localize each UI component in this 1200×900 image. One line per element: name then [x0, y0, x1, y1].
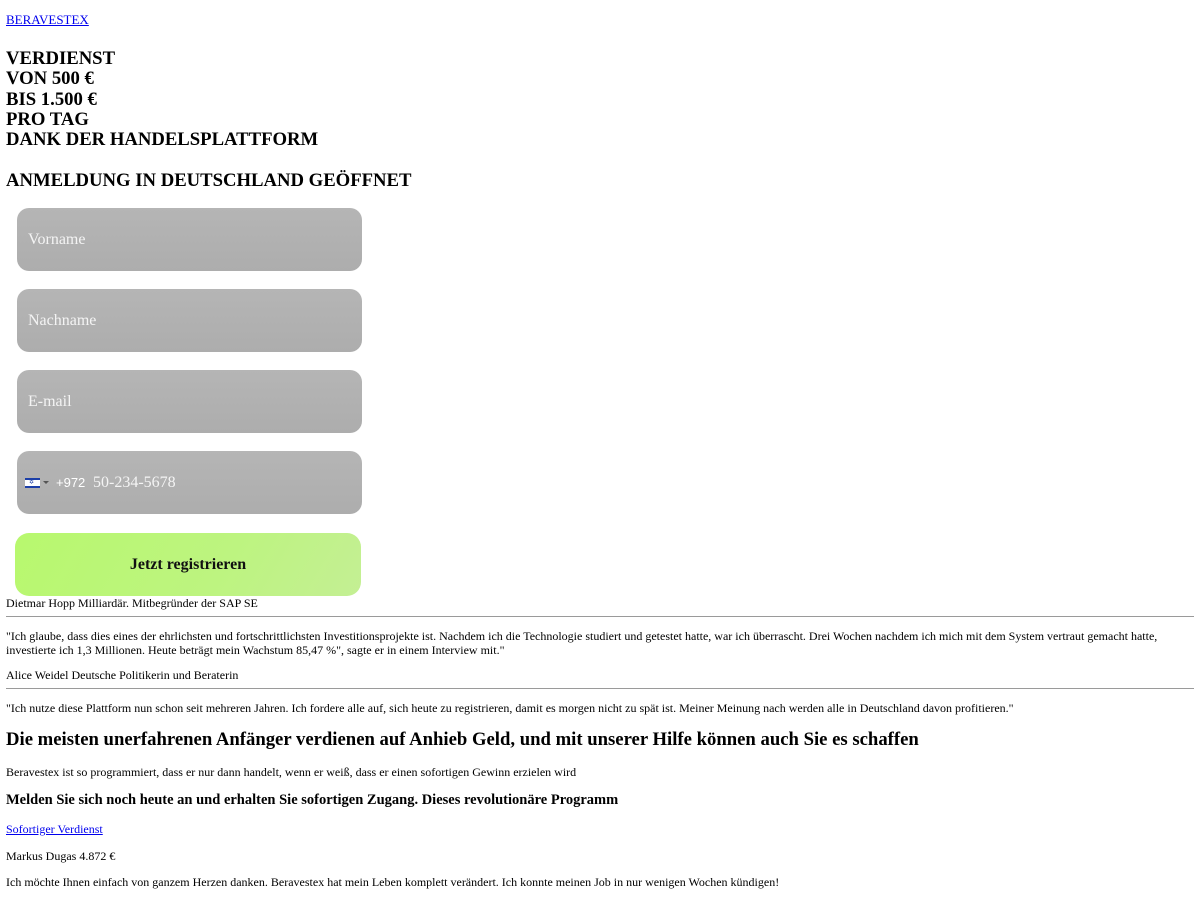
instant-earnings-link[interactable]: Sofortiger Verdienst [6, 822, 103, 836]
headline-line: VON 500 € [6, 68, 94, 90]
phone-field-container [17, 451, 362, 514]
chevron-down-icon [43, 481, 49, 484]
closing-text: Ich möchte Ihnen einfach von ganzem Herzen danken. Beravestex hat mein Leben komplett verändert. Ich konnte meinen Job in nur wenigen Wochen kündigen! [6, 875, 780, 889]
section-subheading: Melden Sie sich noch heute an und erhalten Sie sofortigen Zugang. Dieses revolutionäre Programm [6, 792, 619, 808]
section-paragraph: Beravestex ist so programmiert, dass er nur dann handelt, wenn er weiß, dass er einen sofortigen Gewinn erzielen wird [6, 765, 577, 779]
testimonial-quote: "Ich glaube, dass dies eines der ehrlichsten und fortschrittlichsten Investitionsprojekte ist. Nachdem ich die Technologie studiert und getestet hatte, war ich überrascht. Drei Wochen nachdem ich mich mit dem System vertraut gemacht hatte, investierte ich 1,3 Millionen. Heute beträgt mein Wachstum 85,47 %", sagte er in einem Interview mit." [6, 629, 1158, 657]
headline-line: BIS 1.500 € [6, 88, 97, 110]
hero-headline [6, 49, 318, 150]
headline-line: PRO TAG [6, 108, 89, 130]
register-button[interactable]: Jetzt registrieren [15, 533, 361, 596]
israel-flag-icon: ✡ [25, 478, 40, 488]
last-name-field-container [17, 289, 362, 352]
testimonial-attribution: Alice Weidel Deutsche Politikerin und Beraterin [6, 668, 239, 682]
headline-line: VERDIENST [6, 48, 116, 69]
divider [6, 616, 1194, 617]
email-input[interactable] [17, 370, 362, 433]
email-field-container [17, 370, 362, 433]
divider [6, 688, 1194, 689]
first-name-field-container [17, 208, 362, 271]
testimonial-attribution: Dietmar Hopp Milliardär. Mitbegründer der SAP SE [6, 596, 258, 610]
testimonial-quote: "Ich nutze diese Plattform nun schon seit mehreren Jahren. Ich fordere alle auf, sich heute zu registrieren, damit es morgen nicht zu spät ist. Meiner Meinung nach werden alle in Deutschland davon profitieren." [6, 701, 1014, 715]
first-name-input[interactable] [17, 208, 362, 271]
section-heading: Die meisten unerfahrenen Anfänger verdienen auf Anhieb Geld, und mit unserer Hilfe können auch Sie es schaffen [6, 729, 919, 750]
earning-line: Markus Dugas 4.872 € [6, 849, 116, 863]
logo-link[interactable]: BERAVESTEX [6, 12, 89, 27]
country-code-selector[interactable] [25, 451, 85, 514]
headline-line: DANK DER HANDELSPLATTFORM [6, 129, 319, 151]
hero-subheadline: ANMELDUNG IN DEUTSCHLAND GEÖFFNET [6, 170, 412, 191]
last-name-input[interactable] [17, 289, 362, 352]
dial-code: +972 [56, 475, 86, 490]
